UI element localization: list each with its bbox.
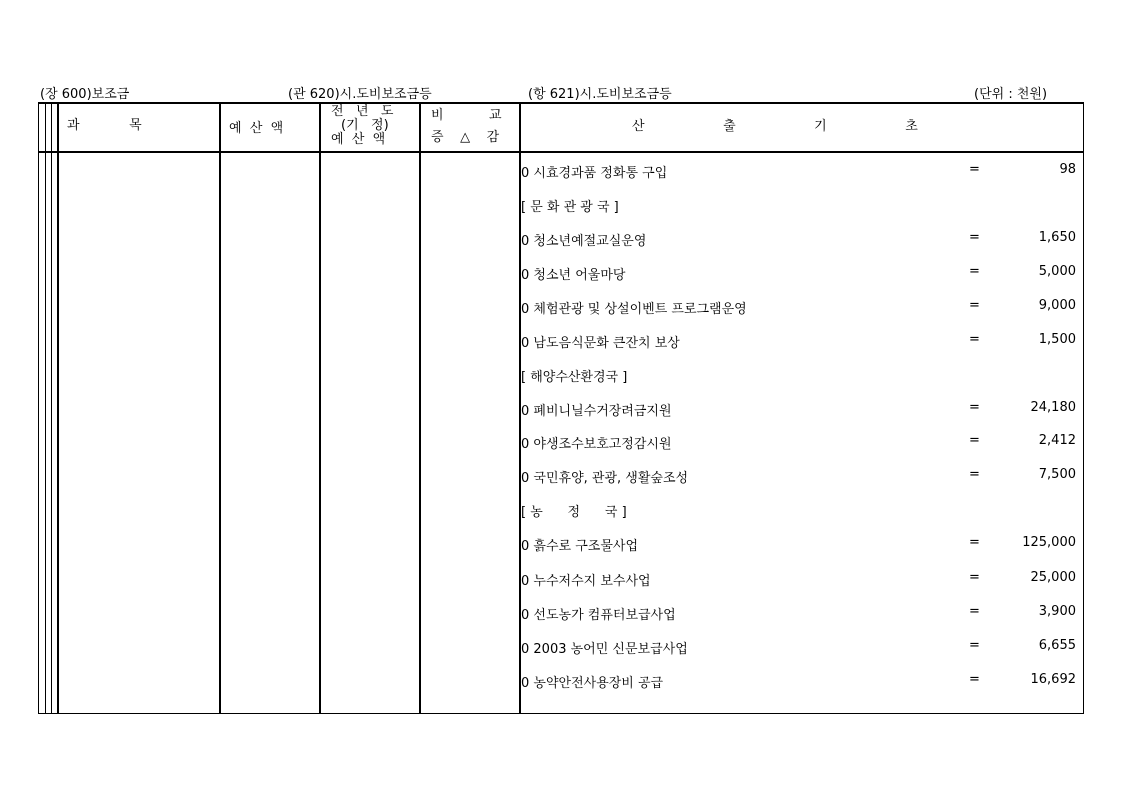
list-item xyxy=(521,535,1076,555)
equals-sign: = xyxy=(969,570,980,585)
col-header-compare-2: 증 △ 감 xyxy=(431,130,500,145)
equals-sign: = xyxy=(969,298,980,313)
col-header-budget: 예 산 액 xyxy=(229,121,284,136)
item-amount: 2,412 xyxy=(1038,433,1076,448)
subject-rule-1 xyxy=(45,104,46,713)
header-unit: (단위 : 천원) xyxy=(974,87,1048,102)
equals-sign: = xyxy=(969,230,980,245)
section-heading: [ 문 화 관 광 국 ] xyxy=(521,200,619,215)
col-header-compare-1: 비 교 xyxy=(431,108,502,123)
item-label: 0 폐비니닐수거장려금지원 xyxy=(521,404,672,419)
item-label: 0 야생조수보호고정감시원 xyxy=(521,437,672,452)
subject-rule-3 xyxy=(57,104,59,713)
section-heading: [ 농 정 국 ] xyxy=(521,505,627,520)
item-label: 0 농약안전사용장비 공급 xyxy=(521,676,664,691)
header-gwan: (관 620)시.도비보조금등 xyxy=(288,87,432,102)
item-label: 0 선도농가 컴퓨터보급사업 xyxy=(521,608,676,623)
equals-sign: = xyxy=(969,535,980,550)
item-amount: 5,000 xyxy=(1038,264,1076,279)
item-amount: 98 xyxy=(1059,162,1076,177)
col-header-subject: 과 목 xyxy=(67,118,142,133)
item-amount: 7,500 xyxy=(1038,467,1076,482)
item-amount: 16,692 xyxy=(1030,672,1076,687)
item-label: 0 흙수로 구조물사업 xyxy=(521,539,638,554)
list-item xyxy=(521,604,1076,624)
item-amount: 24,180 xyxy=(1030,400,1076,415)
item-amount: 9,000 xyxy=(1038,298,1076,313)
col-header-prev-3: 예 산 액 xyxy=(331,132,386,147)
item-label: 0 누수저수지 보수사업 xyxy=(521,574,651,589)
list-item xyxy=(521,672,1076,692)
item-label: 0 청소년 어울마당 xyxy=(521,268,626,283)
item-label: 0 체험관광 및 상설이벤트 프로그램운영 xyxy=(521,302,747,317)
item-amount: 1,650 xyxy=(1038,230,1076,245)
item-label: 0 남도음식문화 큰잔치 보상 xyxy=(521,336,680,351)
list-item xyxy=(521,162,1076,182)
item-amount: 6,655 xyxy=(1038,638,1076,653)
equals-sign: = xyxy=(969,332,980,347)
list-item xyxy=(521,264,1076,284)
col-sep-prev xyxy=(319,104,321,713)
item-amount: 1,500 xyxy=(1038,332,1076,347)
item-amount: 3,900 xyxy=(1038,604,1076,619)
section-heading: [ 해양수산환경국 ] xyxy=(521,370,628,385)
header-hang: (항 621)시.도비보조금등 xyxy=(528,87,672,102)
item-amount: 125,000 xyxy=(1022,535,1076,550)
item-label: 0 청소년예절교실운영 xyxy=(521,234,647,249)
equals-sign: = xyxy=(969,604,980,619)
item-label: 0 시효경과품 정화통 구입 xyxy=(521,166,668,181)
list-item xyxy=(521,298,1076,318)
col-sep-compare xyxy=(419,104,421,713)
list-item xyxy=(521,638,1076,658)
item-amount: 25,000 xyxy=(1030,570,1076,585)
equals-sign: = xyxy=(969,638,980,653)
subject-rule-2 xyxy=(51,104,52,713)
item-label: 0 2003 농어민 신문보급사업 xyxy=(521,642,688,657)
equals-sign: = xyxy=(969,400,980,415)
list-item xyxy=(521,467,1076,487)
list-item xyxy=(521,400,1076,420)
col-header-prev-2: (기 정) xyxy=(341,118,389,133)
item-label: 0 국민휴양, 관광, 생활숲조성 xyxy=(521,471,689,486)
equals-sign: = xyxy=(969,467,980,482)
equals-sign: = xyxy=(969,672,980,687)
list-item xyxy=(521,230,1076,250)
col-header-basis: 산 출 기 초 xyxy=(632,119,918,134)
equals-sign: = xyxy=(969,264,980,279)
list-item xyxy=(521,433,1076,453)
col-sep-budget xyxy=(219,104,221,713)
equals-sign: = xyxy=(969,433,980,448)
header-jang: (장 600)보조금 xyxy=(40,87,130,102)
header-rule xyxy=(39,151,1083,153)
list-item xyxy=(521,570,1076,590)
list-item xyxy=(521,332,1076,352)
equals-sign: = xyxy=(969,162,980,177)
budget-table xyxy=(38,102,1084,714)
col-header-prev-1: 전 년 도 xyxy=(331,104,394,119)
